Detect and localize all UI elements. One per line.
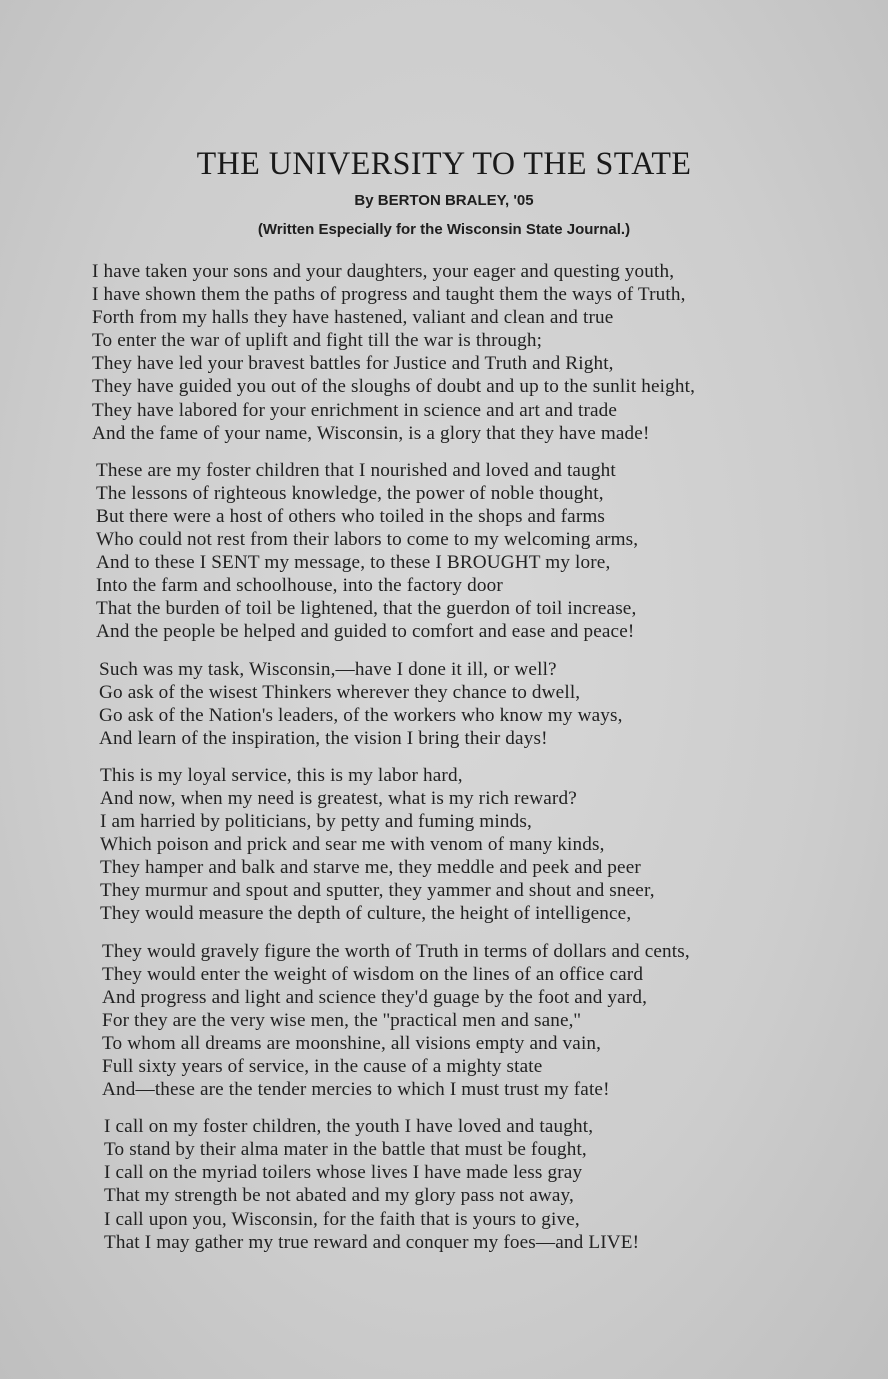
poem-line: These are my foster children that I nourished and loved and taught [96,459,616,481]
poem-line: That my strength be not abated and my glory pass not away, [104,1185,574,1207]
stanza-3 [92,658,832,750]
poem-line: And learn of the inspiration, the vision I bring their days! [99,727,548,749]
poem-line: Go ask of the wisest Thinkers wherever they chance to dwell, [99,681,581,703]
poem-line: This is my loyal service, this is my labor hard, [100,764,463,786]
poem-line: The lessons of righteous knowledge, the power of noble thought, [96,482,604,504]
poem-line: That I may gather my true reward and conquer my foes—and LIVE! [104,1231,640,1253]
poem-body [92,260,832,1268]
poem-line: To enter the war of uplift and fight till the war is through; [92,330,543,352]
stanza-1 [92,260,832,445]
poem-line: That the burden of toil be lightened, that the guerdon of toil increase, [96,598,637,620]
poem-line: They hamper and balk and starve me, they meddle and peek and peer [100,857,641,879]
poem-line: Such was my task, Wisconsin,—have I done it ill, or well? [99,658,557,680]
stanza-5 [92,940,832,1102]
poem-line: Into the farm and schoolhouse, into the factory door [96,575,503,597]
poem-line: And progress and light and science they'd guage by the foot and yard, [102,986,648,1008]
poem-line: They would enter the weight of wisdom on the lines of an office card [102,963,644,985]
poem-line: They would measure the depth of culture, the height of intelligence, [100,903,632,925]
poem-line: I am harried by politicians, by petty and fuming minds, [100,811,532,833]
publication-note: (Written Especially for the Wisconsin State Journal.) [257,221,631,238]
poem-line: I call upon you, Wisconsin, for the faith that is yours to give, [104,1208,580,1230]
poem-line: Go ask of the Nation's leaders, of the workers who know my ways, [99,704,623,726]
poem-line: To stand by their alma mater in the battle that must be fought, [104,1139,587,1161]
poem-line: Which poison and prick and sear me with venom of many kinds, [100,834,605,856]
poem-line: But there were a host of others who toiled in the shops and farms [96,505,606,527]
poem-line: And the fame of your name, Wisconsin, is a glory that they have made! [92,422,650,444]
stanza-6 [92,1115,832,1254]
poem-line: And now, when my need is greatest, what is my rich reward? [100,787,577,809]
poem-line: For they are the very wise men, the ''practical men and sane,'' [102,1009,581,1031]
poem-line: And—these are the tender mercies to which I must trust my fate! [102,1079,610,1101]
stanza-2 [92,459,832,644]
poem-line: I call on my foster children, the youth I have loved and taught, [104,1116,594,1138]
poem-line: They have labored for your enrichment in science and art and trade [92,399,618,421]
poem-line: Forth from my halls they have hastened, valiant and clean and true [92,307,614,329]
poem-title: THE UNIVERSITY TO THE STATE [196,146,692,182]
stanza-4 [92,764,832,926]
author-byline: By BERTON BRALEY, '05 [354,192,534,209]
poem-line: Full sixty years of service, in the cause of a mighty state [102,1056,543,1077]
poem-line: They would gravely figure the worth of Truth in terms of dollars and cents, [102,940,690,962]
poem-line: And to these I SENT my message, to these I BROUGHT my lore, [96,552,611,574]
poem-line: And the people be helped and guided to comfort and ease and peace! [96,621,635,643]
poem-line: I have shown them the paths of progress and taught them the ways of Truth, [92,284,686,306]
poem-line: Who could not rest from their labors to come to my welcoming arms, [96,529,639,551]
poem-line: To whom all dreams are moonshine, all visions empty and vain, [102,1032,602,1054]
poem-line: I call on the myriad toilers whose lives I have made less gray [104,1162,583,1184]
poem-line: They have guided you out of the sloughs of doubt and up to the sunlit height, [92,376,696,398]
poem-line: I have taken your sons and your daughters, your eager and questing youth, [92,261,675,282]
poem-line: They murmur and spout and sputter, they yammer and shout and sneer, [100,880,655,902]
poem-line: They have led your bravest battles for Justice and Truth and Right, [92,353,614,375]
